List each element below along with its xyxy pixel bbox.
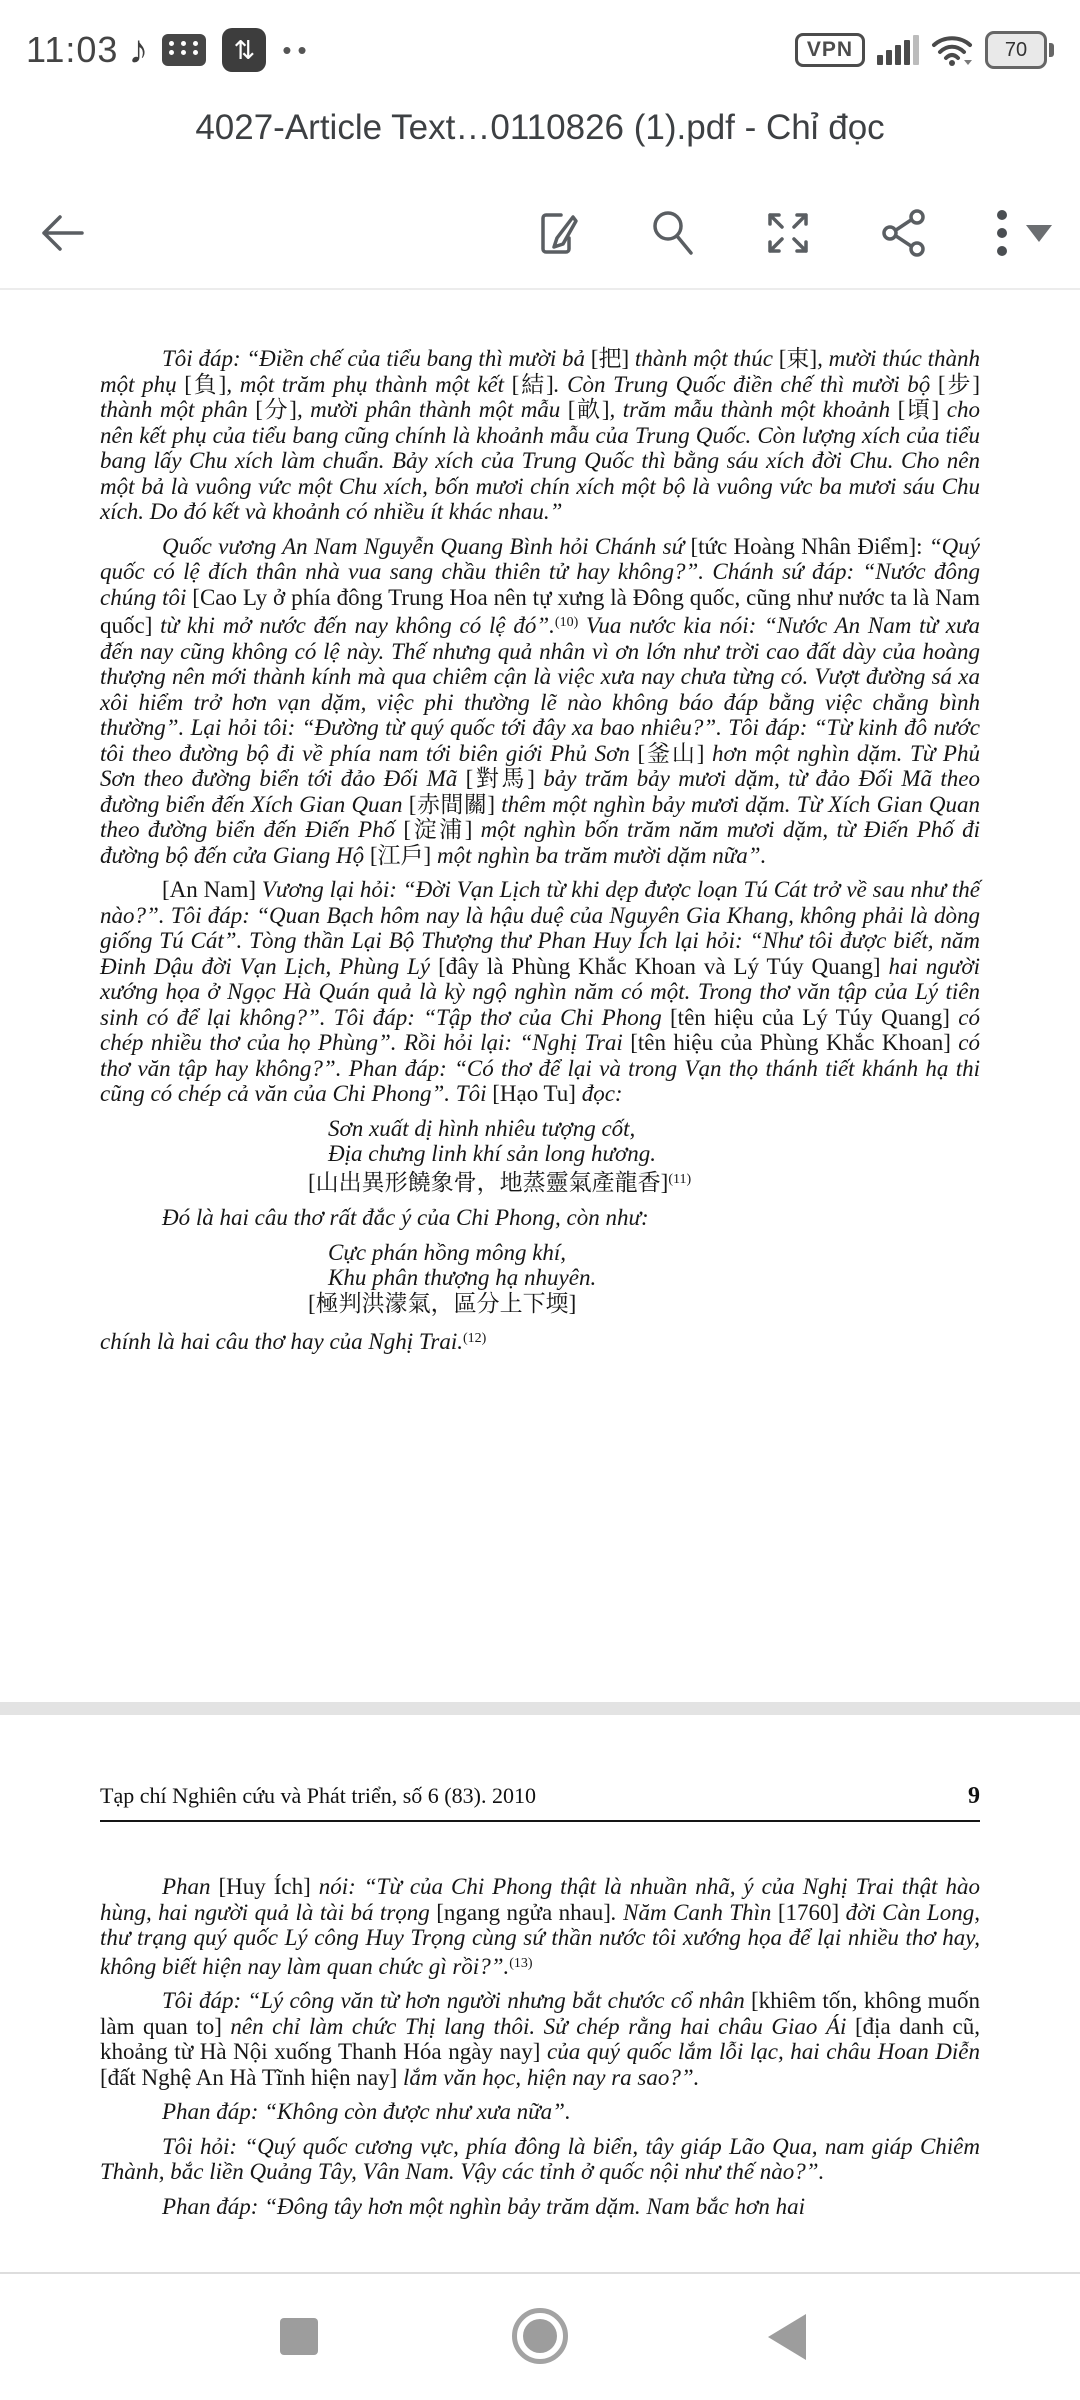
status-bar [0, 22, 1080, 78]
vpn-badge: VPN [795, 33, 865, 67]
paragraph: Phan đáp: “Đông tây hơn một nghìn bảy trăm dặm. Nam bắc hơn hai [162, 2193, 805, 2219]
edit-annotate-icon [530, 207, 582, 259]
home-button[interactable] [512, 2308, 568, 2364]
toolbar-actions [528, 205, 1052, 261]
paragraph: [An Nam] Vương lại hỏi: “Đời Vạn Lịch từ khi dẹp được loạn Tú Cát trở về sau như thế nào?”. Tôi đáp: “Quan Bạch hôm nay là hậu duệ của Nguyên Gia Khang, không phải là dòng giống Tú Cát”. Tòng thần Lại Bộ Thượng thư Phan Huy Ích lại hỏi: “Như tôi được biết, năm Đinh Dậu đời Vạn Lịch, Phùng Lý [đây là Phùng Khắc Khoan và Lý Túy Quang] hai người xướng họa ở Ngọc Hà Quán quả là kỳ ngộ nghìn năm có một. Trong thơ văn tập của Lý tiên sinh có để lại không?”. Tôi đáp: “Tập thơ của Chi Phong [tên hiệu của Lý Túy Quang] có chép nhiều thơ của họ Phùng”. Rồi hỏi lại: “Nghị Trai [tên hiệu của Phùng Khắc Khoan] có thơ văn tập hay không?”. Phan đáp: “Có thơ để lại và trong Vạn thọ thánh tiết khánh hạ thi cũng có chép cả văn của Chi Phong”. Tôi [Hạo Tu] đọc: [100, 877, 981, 1106]
paragraph: Tôi hỏi: “Quý quốc cương vực, phía đông là biển, tây giáp Lão Qua, nam giáp Chiêm Thành, bắc liền Quảng Tây, Vân Nam. Vậy các tỉnh ở quốc nội như thế nào?”. [100, 2133, 980, 2184]
back-icon [36, 207, 88, 259]
paragraph: Cực phán hồng mông khí, [328, 1239, 567, 1265]
paragraph: Tôi đáp: “Lý công văn từ hơn người nhưng bắt chước cổ nhân [khiêm tốn, không muốn làm quan to] nên chỉ làm chức Thị lang thôi. Sử chép rằng hai châu Giao Ái [địa danh cũ, khoảng từ Hà Nội xuống Thanh Hóa ngày nay] của quý quốc lắm lỗi lạc, hai châu Hoan Diễn [đất Nghệ An Hà Tĩnh hiện nay] lắm văn học, hiện nay ra sao?”. [100, 1988, 981, 2090]
paragraph: Tôi đáp: “Điền chế của tiểu bang thì mười bả [把] thành một thúc [束], mười thúc thành một phụ [負], một trăm phụ thành một kết [結]. Còn Trung Quốc điền chế thì mười bộ [步] thành một phân [分], mười phân thành một mẫu [畝], trăm mẫu thành một khoảnh [頃] cho nên kết phụ của tiểu bang cũng chính là khoảnh mẫu của Trung Quốc. Còn lượng xích của tiểu bang lấy Chu xích làm chuẩn. Bảy xích của Trung Quốc thì bằng sáu xích đời Chu. Cho nên một bả là vuông vức một Chu xích, bốn mươi chín xích một bộ là vuông vức ba mươi sáu Chu xích. Do đó kết và khoảnh có nhiều ít khác nhau.” [100, 346, 981, 524]
overflow-menu-button[interactable] [992, 205, 1012, 261]
paragraph: Địa chưng linh khí sản long hương. [328, 1141, 657, 1166]
pdf-page-2[interactable] [0, 1715, 1080, 2272]
nav-back-button[interactable] [768, 2314, 806, 2360]
notification-dots-icon: •• [282, 34, 313, 65]
clock: 11:03 [26, 29, 119, 70]
app-badge-icon: ⇅ [222, 28, 266, 72]
edit-annotate-button[interactable] [528, 205, 584, 261]
battery-icon [985, 31, 1054, 69]
fullscreen-button[interactable] [760, 205, 816, 261]
paragraph: Đó là hai câu thơ rất đắc ý của Chi Phong, còn như: [162, 1205, 649, 1230]
keyboard-icon [162, 34, 206, 66]
music-note-icon: ♪ [128, 28, 149, 72]
signal-strength-icon [877, 35, 919, 65]
paragraph: Phan [Huy Ích] nói: “Từ của Chi Phong thật là nhuần nhã, ý của Nghị Trai thật hào hùng, hai người quả là tài bá trọng [ngang ngửa nhau]. Năm Canh Thìn [1760] đời Càn Long, thư trạng quý quốc Lý công Huy Trọng cùng sứ thần nước tôi xướng họa để lại nhiều thơ hay, không biết hiện nay làm quan chức gì rồi?”.$^{(13)}$ [100, 1874, 980, 1979]
battery-level: 70 [985, 31, 1047, 69]
status-bar-right [795, 31, 1054, 69]
recents-button[interactable] [280, 2318, 318, 2355]
page-2-body [100, 1874, 980, 2219]
paragraph: Quốc vương An Nam Nguyễn Quang Bình hỏi Chánh sứ [tức Hoàng Nhân Điểm]: “Quý quốc có lệ đích thân nhà vua sang chầu thiên tử hay không?”. Chánh sứ đáp: “Nước đông chúng tôi [Cao Ly ở phía đông Trung Hoa nên tự xưng là Đông quốc, cũng như nước ta là Nam quốc] từ khi mở nước đến nay không có lệ đó”.$^{(10)}$ Vua nước kia nói: “Nước An Nam từ xưa đến nay cũng không có lệ này. Thế nhưng quả nhân vì ơn lớn như trời cao đất dày của hoàng thượng nên mới thành kính mà qua chiêm cận là việc xưa nay chưa từng có. Vượt đường sá xa xôi hiểm trở hơn vạn dặm, việc phi thường lẽ nào không báo đáp bằng việc chẳng bình thường”. Lại hỏi tôi: “Đường từ quý quốc tới đây xa bao nhiêu?”. Tôi đáp: “Từ kinh đô nước tôi theo đường bộ đi về phía nam tới biên giới Phủ Sơn [釜山] hơn một nghìn dặm. Từ Phủ Sơn theo đường biển tới đảo Đối Mã [對馬] bảy trăm bảy mươi dặm, từ đảo Đối Mã theo đường biển đến Xích Gian Quan [赤間關] thêm một nghìn bảy mươi dặm. Từ Xích Gian Quan theo đường biển đến Điến Phố [淀浦] một nghìn bốn trăm năm mươi dặm, từ Điến Phố đi đường bộ đến cửa Giang Hộ [江戶] một nghìn ba trăm mười dặm nữa”. [100, 533, 981, 868]
wifi-icon [931, 32, 973, 68]
search-icon [646, 207, 698, 259]
paragraph: chính là hai câu thơ hay của Nghị Trai.$^{(12)}$ [100, 1329, 487, 1354]
paragraph: [山出異形饒象骨，地蒸靈氣產龍香]$^{(11)}$ [308, 1169, 692, 1195]
paragraph: [極判洪濛氣，區分上下堧] [308, 1290, 577, 1316]
paragraph: Sơn xuất dị hình nhiêu tượng cốt, [328, 1115, 636, 1141]
paragraph: Khu phân thượng hạ nhuyên. [328, 1265, 597, 1290]
journal-title: Tạp chí Nghiên cứu và Phát triển, số 6 (83). 2010 [100, 1783, 536, 1808]
android-nav-bar [0, 2272, 1080, 2400]
page-separator [0, 1702, 1080, 1715]
share-icon [878, 207, 930, 259]
toolbar [34, 198, 1052, 268]
page-header [100, 1783, 980, 1822]
overflow-menu-icon [996, 207, 1008, 259]
search-button[interactable] [644, 205, 700, 261]
back-button[interactable] [34, 205, 90, 261]
pdf-page-1[interactable] [0, 290, 1080, 1702]
home-icon [523, 2319, 557, 2353]
paragraph: Phan đáp: “Không còn được như xưa nữa”. [162, 2099, 571, 2124]
fullscreen-icon [762, 207, 814, 259]
dropdown-caret-icon[interactable] [1026, 225, 1052, 242]
share-button[interactable] [876, 205, 932, 261]
page-number: 9 [968, 1783, 980, 1809]
document-title: 4027-Article Text…0110826 (1).pdf - Chỉ đọc [195, 108, 885, 147]
